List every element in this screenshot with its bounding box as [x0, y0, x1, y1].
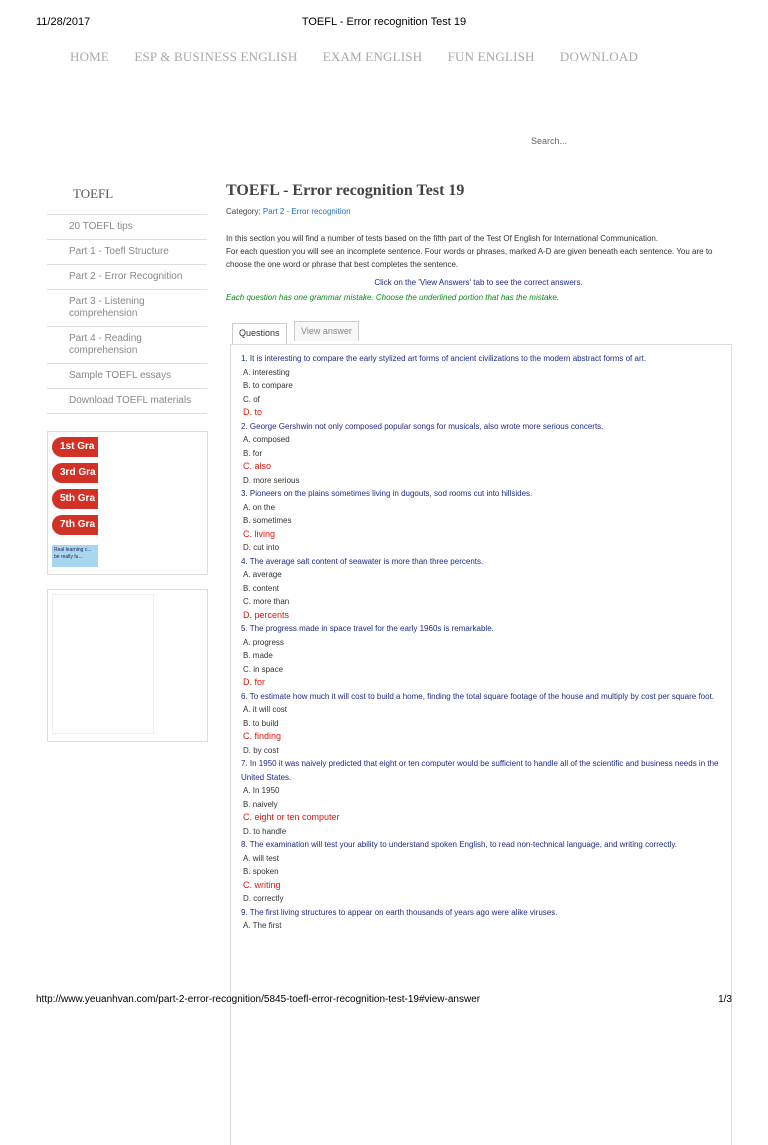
answer-option: B. content: [243, 583, 280, 593]
tab-questions[interactable]: Questions: [232, 323, 287, 344]
intro-paragraph-2: For each question you will see an incomplete sentence. Four words or phrases, marked A-D are given beneath each sentence. You are to choose the one word or phrase that best completes the sentence.: [226, 247, 713, 269]
questions-panel: [230, 344, 732, 1145]
sidebar-item-label: Download TOEFL materials: [69, 395, 192, 406]
answer-option: B. sometimes: [243, 516, 292, 525]
sidebar-item-part-1[interactable]: [47, 240, 207, 265]
answer-option-correct: D. percents: [243, 609, 290, 620]
nav-esp-business-english[interactable]: ESP & BUSINESS ENGLISH: [134, 49, 298, 64]
sidebar-item-part-2[interactable]: [47, 265, 207, 290]
question-text: 4. The average salt content of seawater is more than three percents.: [241, 556, 484, 566]
sidebar-item-label: Part 4 - Reading comprehension: [69, 333, 142, 356]
question-text: 5. The progress made in space travel for the early 1960s is remarkable.: [241, 624, 494, 633]
category-label: Category:: [226, 207, 261, 216]
answer-option: A. on the: [243, 502, 276, 512]
sidebar-title: TOEFL: [47, 180, 207, 215]
grade-button-1st[interactable]: 1st Gra: [52, 437, 98, 457]
grade-ad-box: [47, 431, 208, 575]
sidebar-item-label: Part 1 - Toefl Structure: [69, 246, 169, 257]
print-header: [36, 16, 732, 30]
question-text: 3. Pioneers on the plains sometimes living in dugouts, sod rooms cut into hillsides.: [241, 489, 533, 498]
nav-fun-english[interactable]: FUN ENGLISH: [447, 49, 535, 64]
question-text: 7. In 1950 it was naively predicted that eight or ten computer would be sufficient to handle all of the scientific and business needs in the United States.: [241, 759, 719, 782]
question-text: 6. To estimate how much it will cost to build a home, finding the total square footage of the house and multiply by cost per square foot.: [241, 691, 715, 701]
nav-home[interactable]: HOME: [70, 49, 110, 64]
print-date: 11/28/2017: [36, 16, 91, 28]
empty-ad-frame: [52, 594, 154, 734]
answer-option: D. to handle: [243, 826, 287, 836]
answer-option-correct: C. finding: [243, 731, 282, 741]
answer-option: C. more than: [243, 597, 290, 606]
answer-option: A. composed: [243, 435, 290, 444]
sidebar-item-part-3[interactable]: [47, 290, 207, 327]
answer-option: A. progress: [243, 637, 284, 647]
sidebar-item-sample-essays[interactable]: [47, 364, 207, 389]
sidebar-item-label: Part 3 - Listening comprehension: [69, 296, 145, 319]
answer-option: D. more serious: [243, 475, 300, 485]
search-input[interactable]: Search...: [531, 136, 568, 146]
tab-view-answer[interactable]: View answer: [294, 321, 359, 341]
question-text: 8. The examination will test your ability to understand spoken English, to read non-technical language, and writing correctly.: [241, 840, 677, 849]
view-answers-note: Click on the 'View Answers' tab to see the correct answers.: [374, 278, 583, 287]
answer-option: B. naively: [243, 799, 278, 809]
answer-option: D. correctly: [243, 894, 284, 903]
answer-option: A. average: [243, 570, 282, 579]
answer-option: C. of: [243, 394, 260, 404]
answer-option-correct: C. also: [243, 461, 272, 471]
intro-paragraph-1: In this section you will find a number of tests based on the fifth part of the Test Of English for International Communication.: [226, 234, 659, 243]
top-navigation: [70, 49, 660, 65]
sidebar-item-20-toefl-tips[interactable]: [47, 215, 207, 240]
grade-button-7th[interactable]: 7th Gra: [52, 515, 98, 535]
sidebar-item-part-4[interactable]: [47, 327, 207, 364]
sidebar: [47, 180, 207, 414]
grade-button-5th[interactable]: 5th Gra: [52, 489, 98, 509]
print-url: http://www.yeuanhvan.com/part-2-error-recognition/5845-toefl-error-recognition-test-19#view-answer: [36, 994, 481, 1005]
answer-option: B. spoken: [243, 867, 279, 876]
answer-option: A. will test: [243, 853, 280, 863]
ad-banner-strip[interactable]: Real learning c... be really fu...: [52, 545, 98, 567]
empty-ad-box: [47, 589, 208, 742]
main-content: [226, 182, 731, 930]
grade-button-3rd[interactable]: 3rd Gra: [52, 463, 98, 483]
sidebar-item-download-materials[interactable]: [47, 389, 207, 414]
answer-option: A. In 1950: [243, 786, 280, 795]
answer-option: B. to compare: [243, 381, 293, 390]
print-footer: [36, 994, 732, 1008]
category-line: [226, 207, 731, 216]
answer-option: B. for: [243, 448, 263, 458]
answer-option: C. in space: [243, 664, 284, 674]
instruction-text: Each question has one grammar mistake. Choose the underlined portion that has the mistake.: [226, 293, 560, 302]
answer-option: B. to build: [243, 718, 279, 728]
sidebar-item-label: 20 TOEFL tips: [69, 221, 133, 232]
answer-option: A. interesting: [243, 367, 290, 377]
sidebar-item-label: Part 2 - Error Recognition: [69, 271, 183, 282]
page-title: TOEFL - Error recognition Test 19: [226, 182, 465, 199]
sidebar-item-label: Sample TOEFL essays: [69, 370, 172, 381]
answer-option-correct: D. to: [243, 407, 263, 417]
answer-option: B. made: [243, 651, 273, 660]
answer-option-correct: C. living: [243, 528, 276, 539]
question-text: 1. It is interesting to compare the early stylized art forms of ancient civilizations to the modern abstract forms of art.: [241, 354, 647, 363]
category-link[interactable]: Part 2 - Error recognition: [262, 207, 351, 216]
print-page-number: 1/3: [718, 994, 732, 1005]
nav-exam-english[interactable]: EXAM ENGLISH: [322, 49, 423, 64]
answer-option: A. The first: [243, 921, 282, 930]
answer-option-correct: D. for: [243, 677, 266, 687]
answer-option: D. cut into: [243, 543, 280, 552]
question-text: 9. The first living structures to appear on earth thousands of years ago were alike viruses.: [241, 907, 558, 917]
answer-option: D. by cost: [243, 745, 279, 755]
question-text: 2. George Gershwin not only composed popular songs for musicals, also wrote more serious concerts.: [241, 421, 604, 431]
nav-download[interactable]: DOWNLOAD: [559, 49, 639, 64]
answer-option-correct: C. eight or ten computer: [243, 812, 340, 822]
print-title: TOEFL - Error recognition Test 19: [301, 16, 467, 28]
answer-option: A. it will cost: [243, 705, 288, 714]
intro-text: [226, 232, 731, 271]
answer-option-correct: C. writing: [243, 879, 281, 890]
question-list: [231, 345, 731, 933]
